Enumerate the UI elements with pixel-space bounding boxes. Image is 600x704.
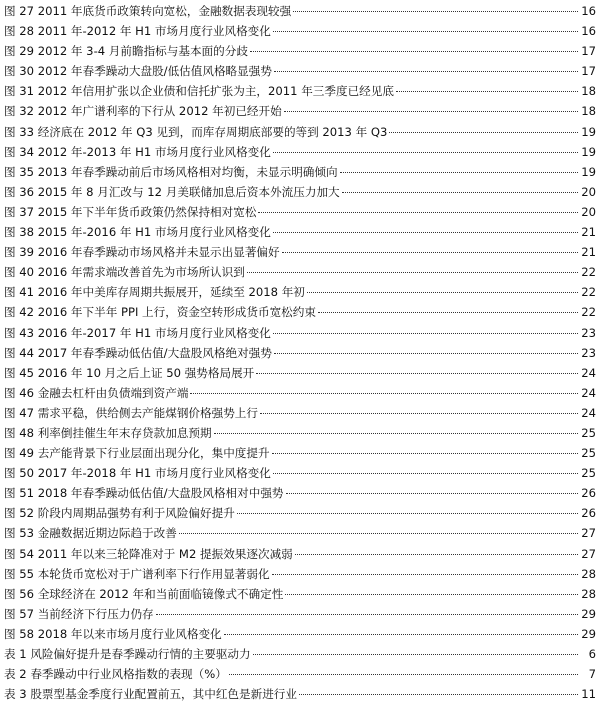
toc-entry-page-number: 20 [581,204,596,219]
dot-leader [389,132,578,133]
dot-leader [285,594,578,595]
toc-entry[interactable] [4,604,596,624]
toc-entry-page-number: 16 [581,24,596,39]
dot-leader [258,212,578,213]
dot-leader [295,554,578,555]
dot-leader [247,272,578,273]
toc-entry[interactable] [4,644,596,664]
toc-entry-page-number: 20 [581,184,596,199]
toc-entry-page-number: 24 [581,405,596,420]
toc-entry-page-number: 27 [581,526,596,541]
toc-entry[interactable] [4,564,596,584]
toc-entry[interactable] [4,463,596,483]
toc-entry[interactable] [4,523,596,543]
dot-leader [273,232,578,233]
dot-leader [179,533,578,534]
toc-entry-page-number: 27 [581,546,596,561]
toc-entry-page-number: 22 [581,305,596,320]
dot-leader [272,453,578,454]
toc-entry[interactable] [4,403,596,423]
toc-entry[interactable] [4,323,596,343]
toc-entry-label: 图 41 2016 年中美库存周期共振展开，延续至 2018 年初 [4,285,305,300]
toc-entry[interactable] [4,282,596,302]
toc-entry[interactable] [4,101,596,121]
toc-entry-label: 图 30 2012 年春季躁动大盘股/低估值风格略显强势 [4,64,272,79]
toc-entry-label: 图 48 利率倒挂催生年末存贷款加息预期 [4,425,212,440]
toc-entry-page-number: 21 [581,225,596,240]
toc-entry-label: 图 42 2016 年下半年 PPI 上行，资金空转形成货币宽松约束 [4,305,316,320]
toc-entry[interactable] [4,624,596,644]
toc-entry-page-number: 17 [581,44,596,59]
toc-entry-label: 图 58 2018 年以来市场月度行业风格变化 [4,626,222,641]
dot-leader [396,91,578,92]
toc-entry-page-number: 25 [581,446,596,461]
dot-leader [253,654,578,655]
toc-entry[interactable] [4,61,596,81]
toc-entry-label: 图 53 金融数据近期边际趋于改善 [4,526,177,541]
dot-leader [293,11,578,12]
toc-entry-label: 图 28 2011 年-2012 年 H1 市场月度行业风格变化 [4,24,271,39]
dot-leader [190,393,578,394]
toc-entry-page-number: 18 [581,104,596,119]
toc-entry-label: 图 45 2016 年 10 月之后上证 50 强势格局展开 [4,365,255,380]
toc-entry-page-number: 17 [581,64,596,79]
toc-entry-label: 图 56 全球经济在 2012 年和当前面临镜像式不确定性 [4,586,284,601]
toc-entry-label: 图 46 金融去杠杆由负债端到资产端 [4,385,189,400]
toc-entry[interactable] [4,242,596,262]
dot-leader [260,413,578,414]
toc-entry-label: 图 57 当前经济下行压力仍存 [4,606,154,621]
dot-leader [342,192,578,193]
toc-entry-label: 图 51 2018 年春季躁动低估值/大盘股风格相对中强势 [4,486,284,501]
toc-entry-page-number: 6 [588,647,596,661]
dot-leader [272,574,578,575]
dot-leader [307,292,578,293]
toc-entry-page-number: 21 [581,245,596,260]
toc-entry[interactable] [4,584,596,604]
toc-entry-label: 图 39 2016 年春季躁动市场风格并未显示出显著偏好 [4,245,280,260]
toc-entry-page-number: 7 [588,667,596,682]
toc-entry-label: 图 37 2015 年下半年货币政策仍然保持相对宽松 [4,204,257,219]
toc-entry-label: 表 2 春季躁动中行业风格指数的表现（%） [4,667,227,682]
toc-entry[interactable] [4,363,596,383]
toc-entry[interactable] [4,544,596,564]
toc-entry[interactable] [4,343,596,363]
toc-entry-page-number: 23 [581,325,596,340]
toc-entry[interactable] [4,684,596,704]
toc-entry-label: 图 54 2011 年以来三轮降准对于 M2 提振效果逐次减弱 [4,546,293,561]
toc-entry-page-number: 23 [581,345,596,360]
toc-entry-label: 图 49 去产能背景下行业层面出现分化，集中度提升 [4,446,270,461]
dot-leader [318,312,578,313]
dot-leader [282,252,578,253]
toc-entry-page-number: 22 [581,265,596,280]
toc-entry[interactable] [4,21,596,41]
dot-leader [273,473,578,474]
toc-entry-page-number: 19 [581,144,596,159]
dot-leader [274,71,578,72]
toc-entry[interactable] [4,503,596,523]
toc-entry-label: 图 44 2017 年春季躁动低估值/大盘股风格绝对强势 [4,345,272,360]
toc-entry[interactable] [4,302,596,322]
toc-entry-label: 图 55 本轮货币宽松对于广谱利率下行作用显著弱化 [4,566,270,581]
toc-entry-page-number: 11 [581,687,596,702]
toc-entry[interactable] [4,222,596,242]
toc-entry-label: 图 33 经济底在 2012 年 Q3 见到，而库存周期底部要的等到 2013 年 Q3 [4,124,388,139]
dot-leader [286,493,578,494]
toc-entry-page-number: 25 [581,425,596,440]
toc-entry-label: 图 43 2016 年-2017 年 H1 市场月度行业风格变化 [4,325,271,340]
toc-entry-page-number: 29 [581,606,596,621]
toc-entry[interactable] [4,1,596,21]
dot-leader [284,111,578,112]
toc-entry-label: 图 40 2016 年需求端改善首先为市场所认识到 [4,265,245,280]
toc-entry[interactable] [4,383,596,403]
toc-entry-label: 图 31 2012 年信用扩张以企业债和信托扩张为主，2011 年三季度已经见底 [4,84,394,99]
toc-entry-page-number: 19 [581,124,596,139]
toc-entry-page-number: 28 [581,566,596,581]
toc-entry-page-number: 24 [581,385,596,400]
toc-entry-label: 图 27 2011 年底货币政策转向宽松，金融数据表现较强 [4,4,292,18]
dot-leader [340,172,578,173]
dot-leader [273,31,578,32]
toc-entry-label: 图 34 2012 年-2013 年 H1 市场月度行业风格变化 [4,144,271,159]
toc-entry-label: 图 47 需求平稳，供给侧去产能煤钢价格强势上行 [4,405,258,420]
toc-entry[interactable] [4,81,596,101]
toc-entry[interactable] [4,122,596,142]
toc-entry-label: 表 1 风险偏好提升是春季躁动行情的主要驱动力 [4,647,251,661]
toc-entry-label: 图 35 2013 年春季躁动前后市场风格相对均衡，未显示明确倾向 [4,164,338,179]
toc-entry-page-number: 26 [581,506,596,521]
dot-leader [250,51,578,52]
toc-entry-page-number: 16 [581,4,596,18]
toc-entry[interactable] [4,142,596,162]
dot-leader [274,353,578,354]
toc-entry[interactable] [4,162,596,182]
dot-leader [299,694,578,695]
toc-entry-label: 图 52 阶段内周期品强势有利于风险偏好提升 [4,506,235,521]
toc-entry-label: 图 29 2012 年 3-4 月前瞻指标与基本面的分歧 [4,44,248,59]
toc-entry-page-number: 29 [581,626,596,641]
toc-entry[interactable] [4,443,596,463]
toc-entry-page-number: 19 [581,164,596,179]
dot-leader [273,152,578,153]
toc-entry-label: 图 32 2012 年广谱利率的下行从 2012 年初已经开始 [4,104,282,119]
toc-entry-label: 表 3 股票型基金季度行业配置前五，其中红色是新进行业 [4,687,297,702]
toc-entry-page-number: 18 [581,84,596,99]
toc-entry-label: 图 38 2015 年-2016 年 H1 市场月度行业风格变化 [4,225,271,240]
toc-entry-page-number: 26 [581,486,596,501]
toc-entry[interactable] [4,41,596,61]
toc-entry[interactable] [4,182,596,202]
toc-entry-label: 图 50 2017 年-2018 年 H1 市场月度行业风格变化 [4,466,271,481]
dot-leader [256,373,578,374]
toc-entry-page-number: 22 [581,285,596,300]
toc-entry[interactable] [4,664,596,684]
dot-leader [229,674,578,675]
dot-leader [273,333,578,334]
dot-leader [214,433,578,434]
toc-entry-page-number: 25 [581,466,596,481]
toc-entry-page-number: 28 [581,586,596,601]
dot-leader [237,513,578,514]
toc-entry-label: 图 36 2015 年 8 月汇改与 12 月美联储加息后资本外流压力加大 [4,184,340,199]
toc-entry[interactable] [4,202,596,222]
toc-entry[interactable] [4,262,596,282]
toc-entry[interactable] [4,483,596,503]
toc-entry-page-number: 24 [581,365,596,380]
toc-entry[interactable] [4,423,596,443]
dot-leader [156,614,578,615]
dot-leader [224,634,578,635]
